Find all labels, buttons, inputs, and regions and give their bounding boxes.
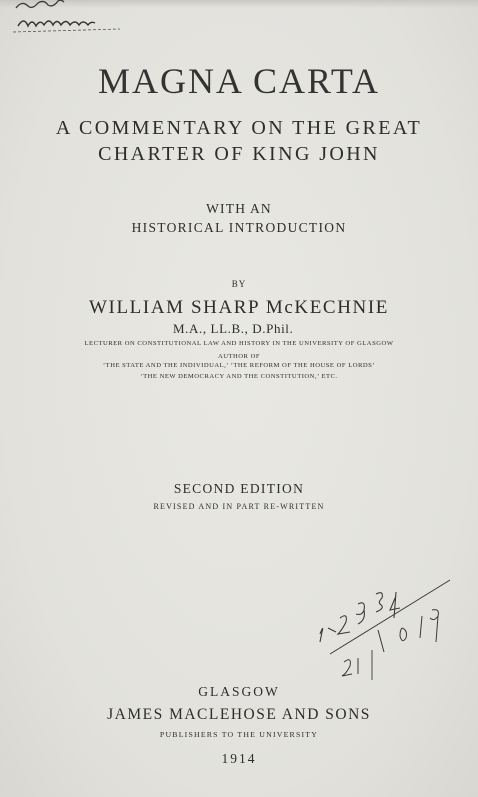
author-name: WILLIAM SHARP McKECHNIE	[89, 297, 389, 318]
subtitle-line-2: CHARTER OF KING JOHN	[98, 143, 380, 165]
with-line: WITH AN	[206, 201, 272, 216]
book-title: MAGNA CARTA	[98, 61, 380, 101]
library-stamp	[10, 0, 130, 38]
pencil-annotation	[310, 570, 460, 690]
publisher-name: JAMES MACLEHOSE AND SONS	[107, 706, 371, 723]
author-position: LECTURER ON CONSTITUTIONAL LAW AND HISTORY IN THE UNIVERSITY OF GLASGOW	[84, 340, 394, 347]
author-of-label: AUTHOR OF	[217, 353, 261, 360]
other-works-line-1: ‘THE STATE AND THE INDIVIDUAL,’ ‘THE REFORM OF THE HOUSE OF LORDS’	[102, 362, 376, 369]
revised-note: REVISED AND IN PART RE-WRITTEN	[153, 502, 325, 511]
introduction-line: HISTORICAL INTRODUCTION	[131, 220, 347, 235]
other-works-line-2: ‘THE NEW DEMOCRACY AND THE CONSTITUTION,’ ETC.	[140, 373, 338, 380]
by-line: BY	[231, 279, 247, 289]
author-degrees: M.A., LL.B., D.Phil.	[173, 321, 294, 336]
edition-label: SECOND EDITION	[173, 481, 305, 496]
publication-city: GLASGOW	[198, 684, 280, 699]
publisher-role: PUBLISHERS TO THE UNIVERSITY	[159, 730, 319, 739]
publication-year: 1914	[221, 751, 257, 766]
subtitle-line-1: A COMMENTARY ON THE GREAT	[55, 117, 423, 139]
